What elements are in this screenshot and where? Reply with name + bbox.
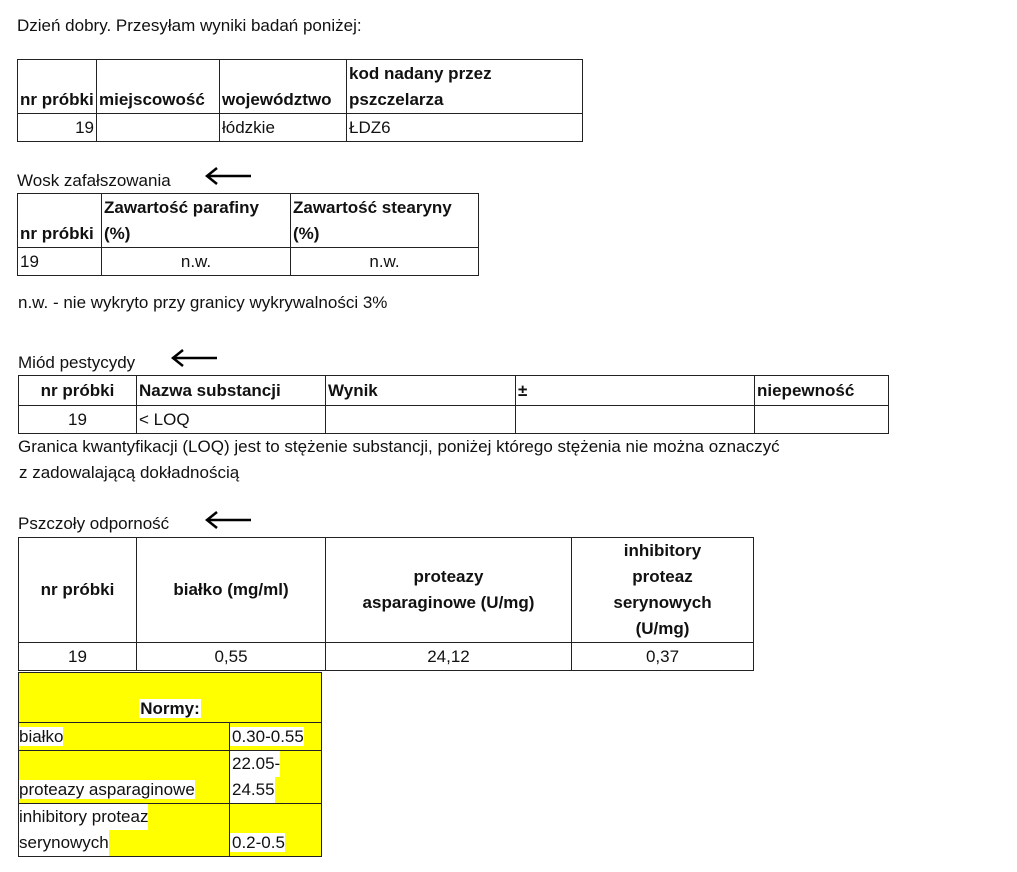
table-row <box>18 114 583 142</box>
header-sample-number: nr próbki <box>19 376 137 406</box>
cell-beekeeper-code: ŁDZ6 <box>347 114 583 142</box>
left-arrow-icon <box>203 166 253 186</box>
header-sample-number: nr próbki <box>18 194 102 248</box>
norm-aspartic-value-line1: 22.05- <box>230 751 280 777</box>
left-arrow-icon <box>203 510 253 530</box>
cell-serine-protease-inhibitors: 0,37 <box>572 643 754 671</box>
norms-title: Normy: <box>140 699 200 718</box>
norm-inhibitors-label-line1: inhibitory proteaz <box>19 804 148 830</box>
norm-protein-value: 0.30-0.55 <box>232 727 304 746</box>
norms-title-cell <box>19 673 322 723</box>
table-row <box>19 406 889 434</box>
honey-section-title: Miód pestycydy <box>18 353 136 372</box>
header-sample-number: nr próbki <box>18 60 97 114</box>
intro-text: Dzień dobry. Przesyłam wyniki badań poniżej: <box>17 16 362 35</box>
loq-note-line1: Granica kwantyfikacji (LOQ) jest to stężenie substancji, poniżej którego stężenia nie można oznaczyć <box>18 437 780 456</box>
table-row <box>19 751 322 804</box>
loq-note-line2: z zadowalającą dokładnością <box>19 463 240 482</box>
header-aspartic-proteases: proteazy asparaginowe (U/mg) <box>326 538 572 643</box>
cell-sample-number: 19 <box>19 643 137 671</box>
norm-aspartic-label: proteazy asparaginowe <box>19 780 195 799</box>
cell-sample-number: 19 <box>18 114 97 142</box>
header-result: Wynik <box>326 376 516 406</box>
header-serine-protease-inhibitors: inhibitory proteaz serynowych (U/mg) <box>572 538 754 643</box>
cell-locality <box>97 114 220 142</box>
header-voivodeship: województwo <box>220 60 347 114</box>
header-beekeeper-code: kod nadany przez pszczelarza <box>347 60 583 114</box>
header-plus-minus: ± <box>516 376 755 406</box>
header-stearin: Zawartość stearyny (%) <box>291 194 479 248</box>
bees-immunity-table <box>18 537 754 671</box>
cell-paraffin: n.w. <box>102 248 291 276</box>
table-row <box>19 643 754 671</box>
table-row <box>19 804 322 857</box>
left-arrow-icon <box>169 348 219 368</box>
bees-section-title: Pszczoły odporność <box>18 514 170 533</box>
wax-note: n.w. - nie wykryto przy granicy wykrywalności 3% <box>18 293 388 312</box>
table-row <box>19 723 322 751</box>
wax-section-title: Wosk zafałszowania <box>17 171 171 190</box>
header-substance-name: Nazwa substancji <box>137 376 326 406</box>
header-uncertainty: niepewność <box>755 376 889 406</box>
cell-substance-name: < LOQ <box>137 406 326 434</box>
norms-table <box>18 672 322 857</box>
header-paraffin: Zawartość parafiny (%) <box>102 194 291 248</box>
cell-plus-minus <box>516 406 755 434</box>
honey-pesticides-table <box>18 375 889 434</box>
norm-inhibitors-label-line2: serynowych <box>19 830 109 856</box>
cell-stearin: n.w. <box>291 248 479 276</box>
header-locality: miejscowość <box>97 60 220 114</box>
norm-inhibitors-value: 0.2-0.5 <box>232 833 285 852</box>
header-sample-number: nr próbki <box>19 538 137 643</box>
cell-protein: 0,55 <box>137 643 326 671</box>
header-protein: białko (mg/ml) <box>137 538 326 643</box>
cell-sample-number: 19 <box>18 248 102 276</box>
cell-uncertainty <box>755 406 889 434</box>
table-row <box>18 248 479 276</box>
wax-table <box>17 193 479 276</box>
cell-aspartic-proteases: 24,12 <box>326 643 572 671</box>
norm-aspartic-value-line2: 24.55 <box>230 777 275 803</box>
cell-result <box>326 406 516 434</box>
norm-protein-label: białko <box>19 727 64 746</box>
sample-info-table <box>17 59 583 142</box>
cell-sample-number: 19 <box>19 406 137 434</box>
cell-voivodeship: łódzkie <box>220 114 347 142</box>
